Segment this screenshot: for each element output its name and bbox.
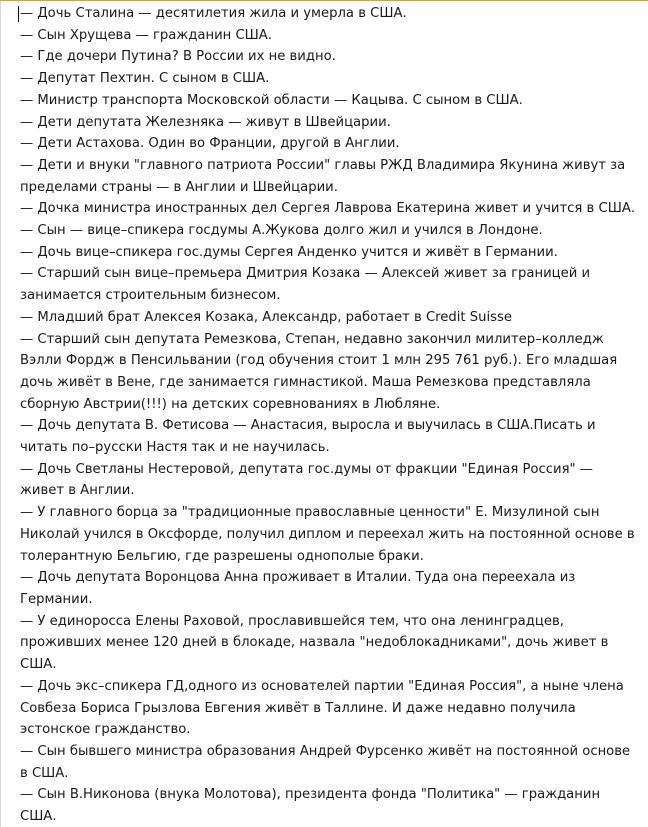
paragraph: — Сын Хрущева — гражданин США. xyxy=(20,27,272,43)
paragraph: — Дочь Сталина — десятилетия жила и умерла в США. xyxy=(20,6,407,21)
paragraph: — Сын — вице–спикера госдумы А.Жукова долго жил и учился в Лондоне. xyxy=(20,223,543,239)
paragraph: — Дочь вице–спикера гос.думы Сергея Анденко учится и живёт в Германии. xyxy=(20,244,558,260)
paragraph: — Дети и внуки "главного патриота России" главы РЖД Владимира Якунина живут за пределами страны — в Англии и Швейцарии. xyxy=(20,157,626,195)
paragraph: — Дочь депутата Воронцова Анна проживает в Италии. Туда она переехала из Германии. xyxy=(20,570,576,607)
paragraph: — Дочь депутата В. Фетисова — Анастасия, выросла и выучилась в США.Писать и читать по–русски Настя так и не научилась. xyxy=(20,418,596,456)
paragraph: — Сын В.Никонова (внука Молотова), президента фонда "Политика" — гражданин США. xyxy=(20,787,601,825)
document-body[interactable] xyxy=(20,3,640,827)
paragraph: — Младший брат Алексея Козака, Александр, работает в Credit Suisse xyxy=(20,309,513,325)
paragraph: — Дочь Светланы Нестеровой, депутата гос.думы от фракции "Единая Россия" — живет в Англии. xyxy=(20,461,593,499)
text-cursor xyxy=(18,6,19,22)
paragraph: — Старший сын депутата Ремезкова, Степан, недавно закончил милитер–колледж Вэлли Фордж в Пенсильвании (год обучения стоит 1 млн 295 761 руб.). Его младшая дочь живёт в Вене, где занимается гимнастикой. Маша Ремезкова представляла сборную Австрии(!!!) на детских соревнованиях в Любляне. xyxy=(20,331,618,412)
paragraph: — Депутат Пехтин. С сыном в США. xyxy=(20,71,270,87)
paragraph: — Министр транспорта Московской области — Кацыва. С сыном в США. xyxy=(20,92,523,108)
paragraph: — Дети депутата Железняка — живут в Швейцарии. xyxy=(20,114,391,130)
paragraph: — Где дочери Путина? В России их не видно. xyxy=(20,49,336,65)
paragraph: — Старший сын вице–премьера Дмитрия Козака — Алексей живет за границей и занимается строительным бизнесом. xyxy=(20,266,591,304)
paragraph: — У единоросса Елены Раховой, прославившейся тем, что она ленинградцев, проживших менее 120 дней в блокаде, назвала "недоблокадниками", дочь живет в США. xyxy=(20,613,609,673)
paragraph: — Сын бывшего министра образования Андрей Фурсенко живёт на постоянной основе в США. xyxy=(20,743,631,781)
page-top-border xyxy=(0,0,648,1)
paragraph: — Дочка министра иностранных дел Сергея Лаврова Екатерина живет и учится в США. xyxy=(20,201,636,217)
paragraph: — У главного борца за "традиционные православные ценности" Е. Мизулиной сын Николай учился в Оксфорде, получил диплом и переехал жить на постоянной основе в толерантную Бельгию, где разрешены однополые браки. xyxy=(20,505,635,564)
paragraph: — Дочь экс–спикера ГД,одного из основателей партии "Единая Россия", а ныне члена Совбеза Бориса Грызлова Евгения живёт в Таллине. И даже недавно получила эстонское гражданство. xyxy=(20,678,624,738)
paragraph: — Дети Астахова. Один во Франции, другой в Англии. xyxy=(20,136,400,152)
